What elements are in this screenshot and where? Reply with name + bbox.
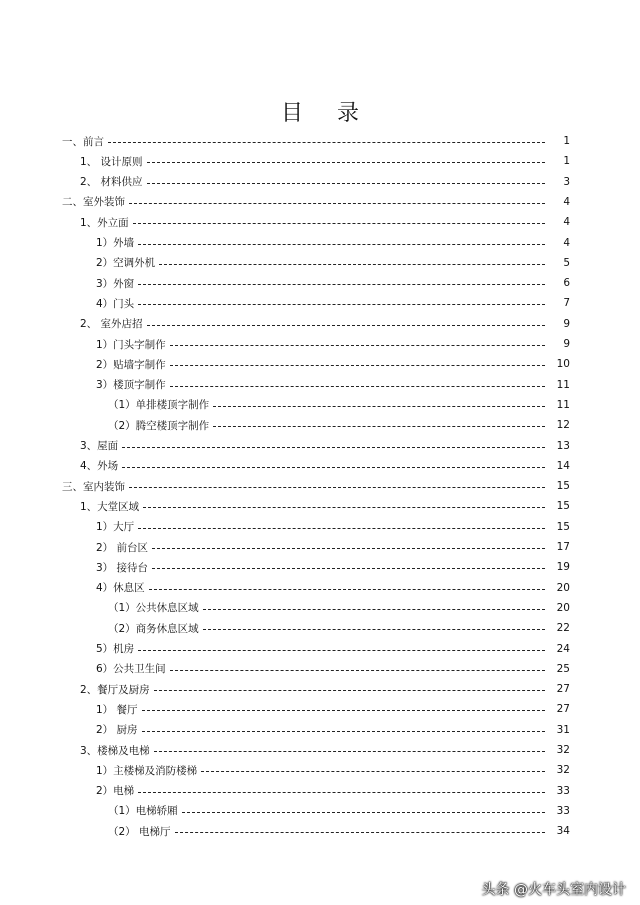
dotted-leader xyxy=(147,324,545,326)
dotted-leader xyxy=(147,182,545,184)
toc-entry-page-number: 13 xyxy=(556,439,570,452)
title-char-2: 录 xyxy=(337,101,360,126)
dotted-leader xyxy=(129,486,545,488)
toc-entry[interactable] xyxy=(62,192,570,212)
dotted-leader xyxy=(213,425,545,427)
dotted-leader xyxy=(122,446,545,448)
toc-entry-label: （1）电梯轿厢 xyxy=(108,805,178,818)
toc-entry-page-number: 9 xyxy=(563,338,570,350)
toc-entry-page-number: 33 xyxy=(556,784,570,797)
toc-entry-label: 2、 室外店招 xyxy=(80,318,143,331)
toc-entry-page-number: 1 xyxy=(563,155,570,168)
dotted-leader xyxy=(147,161,545,163)
toc-entry-page-number: 27 xyxy=(556,683,570,696)
toc-entry-label: 1） 餐厅 xyxy=(96,703,138,716)
toc-entry-label: 2） 厨房 xyxy=(96,724,138,737)
toc-entry[interactable] xyxy=(96,253,570,273)
dotted-leader xyxy=(154,689,545,691)
toc-entry[interactable] xyxy=(96,781,570,801)
toc-entry-label: 1、 设计原则 xyxy=(80,155,143,168)
toc-entry-label: 2、 材料供应 xyxy=(80,176,143,189)
toc-entry[interactable] xyxy=(96,557,570,577)
toc-entry-label: 6）公共卫生间 xyxy=(96,663,166,676)
toc-entry-page-number: 27 xyxy=(556,703,570,716)
toc-entry[interactable] xyxy=(80,151,570,171)
toc-entry-label: 1）外墙 xyxy=(96,237,135,249)
dotted-leader xyxy=(133,222,545,224)
toc-entry[interactable] xyxy=(108,821,570,841)
toc-entry-label: 4、外场 xyxy=(80,460,119,473)
toc-entry-page-number: 34 xyxy=(556,825,570,838)
toc-entry-label: （2）腾空楼顶字制作 xyxy=(108,419,210,432)
toc-entry-label: 2）电梯 xyxy=(96,785,135,798)
toc-entry[interactable] xyxy=(96,760,570,780)
toc-entry[interactable] xyxy=(80,314,570,334)
toc-entry[interactable] xyxy=(96,233,570,253)
toc-entry-label: 二、室外装饰 xyxy=(62,196,125,209)
dotted-leader xyxy=(175,831,545,833)
toc-entry-page-number: 11 xyxy=(556,398,570,411)
toc-entry[interactable] xyxy=(96,273,570,293)
toc-entry-page-number: 17 xyxy=(556,541,570,553)
dotted-leader xyxy=(201,770,545,772)
toc-entry-label: 1、外立面 xyxy=(80,216,129,229)
toc-entry[interactable] xyxy=(96,720,570,740)
toc-entry-label: 2、餐厅及厨房 xyxy=(80,683,150,696)
dotted-leader xyxy=(152,547,545,549)
dotted-leader xyxy=(108,141,545,143)
toc-entry-page-number: 20 xyxy=(556,601,570,614)
toc-entry[interactable] xyxy=(96,293,570,313)
toc-entry-page-number: 33 xyxy=(556,804,570,817)
dotted-leader xyxy=(182,811,545,813)
title-char-1: 目 xyxy=(280,101,303,126)
toc-entry[interactable] xyxy=(96,639,570,659)
toc-entry-label: 4）门头 xyxy=(96,297,135,310)
toc-entry-label: 3） 接待台 xyxy=(96,561,149,574)
toc-entry-page-number: 24 xyxy=(556,642,570,655)
toc-entry-page-number: 15 xyxy=(556,500,570,513)
toc-entry-label: 4）休息区 xyxy=(96,582,145,595)
toc-entry-label: 1、大堂区域 xyxy=(80,500,140,513)
toc-entry-page-number: 1 xyxy=(563,135,570,147)
toc-entry-label: （1）公共休息区域 xyxy=(108,602,199,615)
toc-entry-label: 1）大厅 xyxy=(96,521,135,534)
toc-entry[interactable] xyxy=(96,354,570,374)
toc-entry-label: 一、前言 xyxy=(62,135,104,148)
toc-entry[interactable] xyxy=(80,436,570,456)
dotted-leader xyxy=(149,588,545,590)
toc-entry-page-number: 32 xyxy=(556,744,570,756)
toc-entry[interactable] xyxy=(108,801,570,821)
toc-entry-label: 2）空调外机 xyxy=(96,257,156,270)
toc-entry-page-number: 4 xyxy=(563,236,570,249)
watermark-text: 头条 @火车头室内设计 xyxy=(481,882,626,898)
dotted-leader xyxy=(203,628,545,630)
toc-entry[interactable] xyxy=(80,496,570,516)
toc-entry-label: 2） 前台区 xyxy=(96,541,149,554)
dotted-leader xyxy=(138,283,545,285)
dotted-leader xyxy=(170,344,545,346)
toc-entry-page-number: 3 xyxy=(563,175,570,188)
toc-entry[interactable] xyxy=(80,679,570,699)
dotted-leader xyxy=(138,649,545,651)
toc-entry[interactable] xyxy=(62,131,570,151)
dotted-leader xyxy=(154,750,545,752)
toc-entry[interactable] xyxy=(96,334,570,354)
toc-entry[interactable] xyxy=(96,578,570,598)
toc-entry-page-number: 6 xyxy=(563,277,570,290)
toc-entry[interactable] xyxy=(108,395,570,415)
toc-entry[interactable] xyxy=(80,172,570,192)
dotted-leader xyxy=(138,303,545,305)
dotted-leader xyxy=(170,364,545,366)
toc-entry-page-number: 15 xyxy=(556,480,570,493)
toc-entry-page-number: 12 xyxy=(556,419,570,432)
dotted-leader xyxy=(213,405,545,407)
toc-entry[interactable] xyxy=(80,212,570,232)
toc-entry[interactable] xyxy=(62,476,570,496)
toc-entry-label: 3）楼顶字制作 xyxy=(96,379,166,392)
dotted-leader xyxy=(170,669,545,671)
toc-entry-page-number: 5 xyxy=(563,256,570,269)
toc-entry[interactable] xyxy=(108,618,570,638)
dotted-leader xyxy=(159,263,545,265)
toc-entry[interactable] xyxy=(96,699,570,719)
toc-entry[interactable] xyxy=(96,517,570,537)
dotted-leader xyxy=(122,466,545,468)
toc-entry-page-number: 9 xyxy=(563,317,570,330)
toc-entry-page-number: 22 xyxy=(556,622,570,635)
toc-entry-label: 1）门头字制作 xyxy=(96,338,166,351)
toc-entry-page-number: 10 xyxy=(556,358,570,371)
dotted-leader xyxy=(138,791,545,793)
toc-entry-label: 3、楼梯及电梯 xyxy=(80,744,150,757)
toc-entry-label: 5）机房 xyxy=(96,643,135,655)
toc-entry[interactable] xyxy=(80,740,570,760)
toc-entry-page-number: 32 xyxy=(556,764,570,777)
toc-entry[interactable] xyxy=(96,375,570,395)
dotted-leader xyxy=(152,567,545,569)
dotted-leader xyxy=(142,709,545,711)
dotted-leader xyxy=(142,730,545,732)
toc-entry[interactable] xyxy=(108,415,570,435)
dotted-leader xyxy=(170,385,545,387)
dotted-leader xyxy=(138,527,545,529)
toc-entry-page-number: 20 xyxy=(556,581,570,594)
toc-entry-label: 三、室内装饰 xyxy=(62,480,125,493)
toc-entry-page-number: 4 xyxy=(563,216,570,229)
dotted-leader xyxy=(138,243,545,245)
toc-entry-page-number: 19 xyxy=(556,561,570,574)
toc-entry-label: （1）单排楼顶字制作 xyxy=(108,399,210,412)
toc-entry-page-number: 15 xyxy=(556,520,570,533)
toc-entry[interactable] xyxy=(96,659,570,679)
toc-entry-page-number: 4 xyxy=(563,195,570,208)
toc-entry-label: （2）商务休息区域 xyxy=(108,622,199,635)
dotted-leader xyxy=(143,506,545,508)
toc-entry-page-number: 11 xyxy=(556,378,570,391)
toc-entry[interactable] xyxy=(96,537,570,557)
page-title xyxy=(0,96,640,127)
toc-entry[interactable] xyxy=(80,456,570,476)
toc-entry-page-number: 25 xyxy=(556,662,570,675)
toc-entry-label: 2）贴墙字制作 xyxy=(96,358,166,371)
toc-entry-label: 3、屋面 xyxy=(80,440,119,452)
toc-entry-page-number: 31 xyxy=(556,723,570,736)
dotted-leader xyxy=(203,608,545,610)
dotted-leader xyxy=(129,202,545,204)
toc-entry-label: （2） 电梯厅 xyxy=(108,825,171,838)
toc-entry-label: 1）主楼梯及消防楼梯 xyxy=(96,764,198,777)
toc-entry-page-number: 7 xyxy=(563,297,570,310)
toc-entry[interactable] xyxy=(108,598,570,618)
toc-entry-label: 3）外窗 xyxy=(96,277,135,290)
toc-entry-page-number: 14 xyxy=(556,459,570,472)
